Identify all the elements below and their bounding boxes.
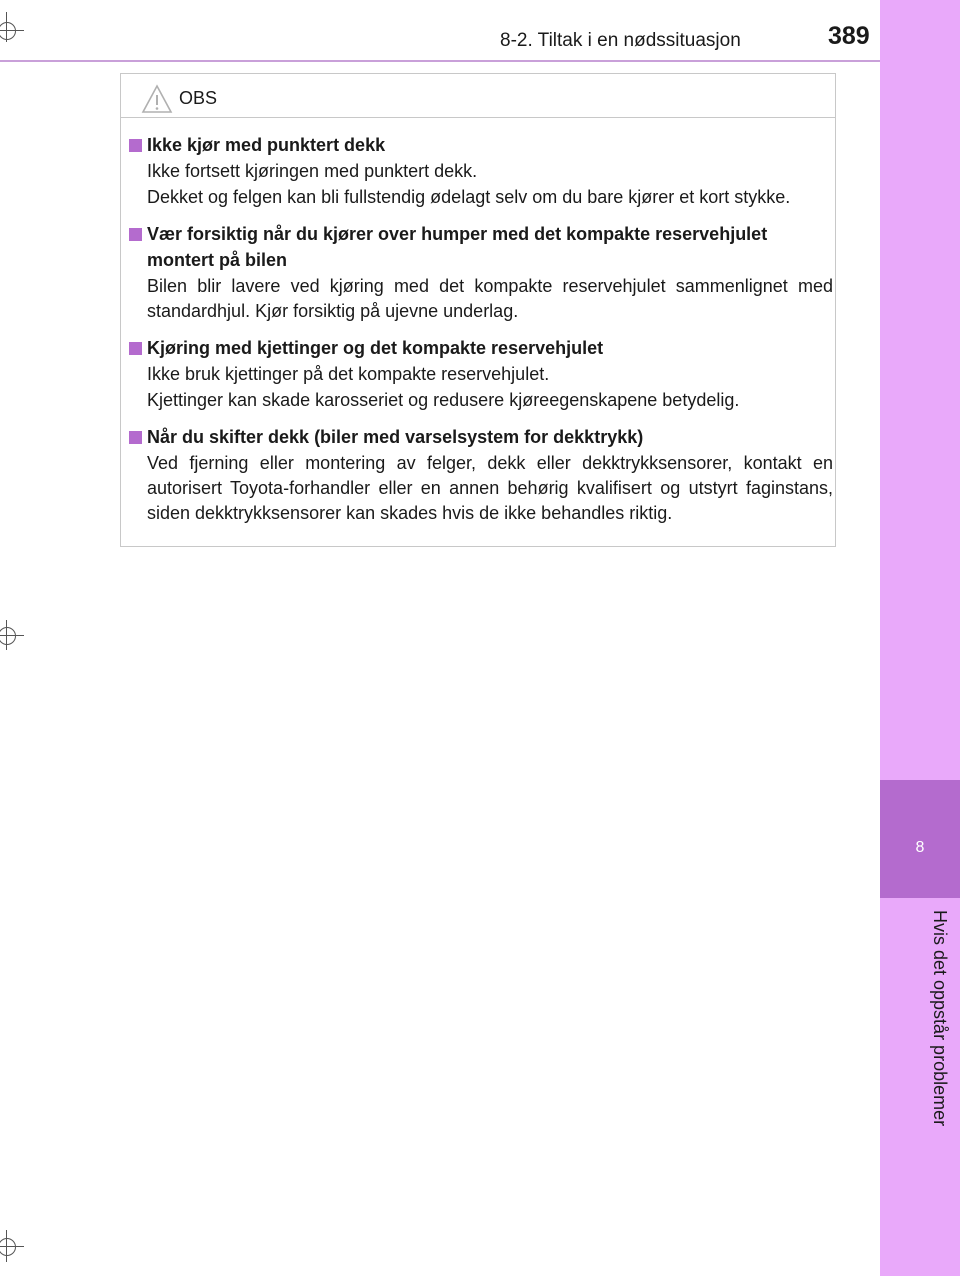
notice-header <box>121 74 835 118</box>
body-paragraph: Bilen blir lavere ved kjøring med det kompakte reservehjulet sammenlignet med standardhjul. Kjør forsiktig på ujevne underlag. <box>147 276 833 321</box>
body-paragraph: Ikke bruk kjettinger på det kompakte reservehjulet. <box>147 364 550 384</box>
notice-label: OBS <box>179 88 218 108</box>
section-body <box>127 274 833 324</box>
section-title-text: Vær forsiktig når du kjører over humper med det kompakte reservehjulet montert på bilen <box>147 224 768 270</box>
section-title <box>127 221 833 273</box>
body-paragraph: Kjettinger kan skade karosseriet og redusere kjøreegenskapene betydelig. <box>147 390 740 410</box>
body-paragraph: Ved fjerning eller montering av felger, dekk eller dekktrykksensorer, kontakt en autorisert Toyota-forhandler eller en annen behørig kvalifisert og utstyrt faginstans, siden dekktrykksensorer kan skades hvis de ikke behandles riktig. <box>147 453 833 523</box>
section-title <box>127 335 833 361</box>
square-bullet-icon <box>129 228 142 241</box>
notice-box <box>120 73 836 547</box>
crop-mark-top-left <box>0 0 30 60</box>
section-title-text: Kjøring med kjettinger og det kompakte reservehjulet <box>147 338 604 358</box>
section-body <box>127 451 833 526</box>
section-body <box>127 362 833 413</box>
square-bullet-icon <box>129 431 142 444</box>
notice-section <box>127 424 833 526</box>
section-title <box>127 132 833 158</box>
notice-section <box>127 335 833 413</box>
page-number: 389 <box>828 22 870 50</box>
notice-section <box>127 221 833 324</box>
section-body <box>127 159 833 210</box>
chapter-title: Hvis det oppstår problemer <box>930 910 950 1127</box>
body-paragraph: Ikke fortsett kjøringen med punktert dekk. <box>147 161 478 181</box>
notice-content <box>127 132 833 537</box>
section-title-text: Når du skifter dekk (biler med varselsystem for dekktrykk) <box>147 427 644 447</box>
square-bullet-icon <box>129 139 142 152</box>
section-title-text: Ikke kjør med punktert dekk <box>147 135 386 155</box>
header-rule <box>0 60 880 62</box>
section-title <box>127 424 833 450</box>
notice-section <box>127 132 833 210</box>
square-bullet-icon <box>129 342 142 355</box>
chapter-number: 8 <box>915 839 925 856</box>
warning-triangle-icon <box>141 84 173 114</box>
crop-mark-bottom-left <box>0 1230 30 1270</box>
body-paragraph: Dekket og felgen kan bli fullstendig ødelagt selv om du bare kjører et kort stykke. <box>147 187 791 207</box>
section-header: 8-2. Tiltak i en nødssituasjon <box>500 30 741 51</box>
crop-mark-mid-left <box>0 620 30 660</box>
